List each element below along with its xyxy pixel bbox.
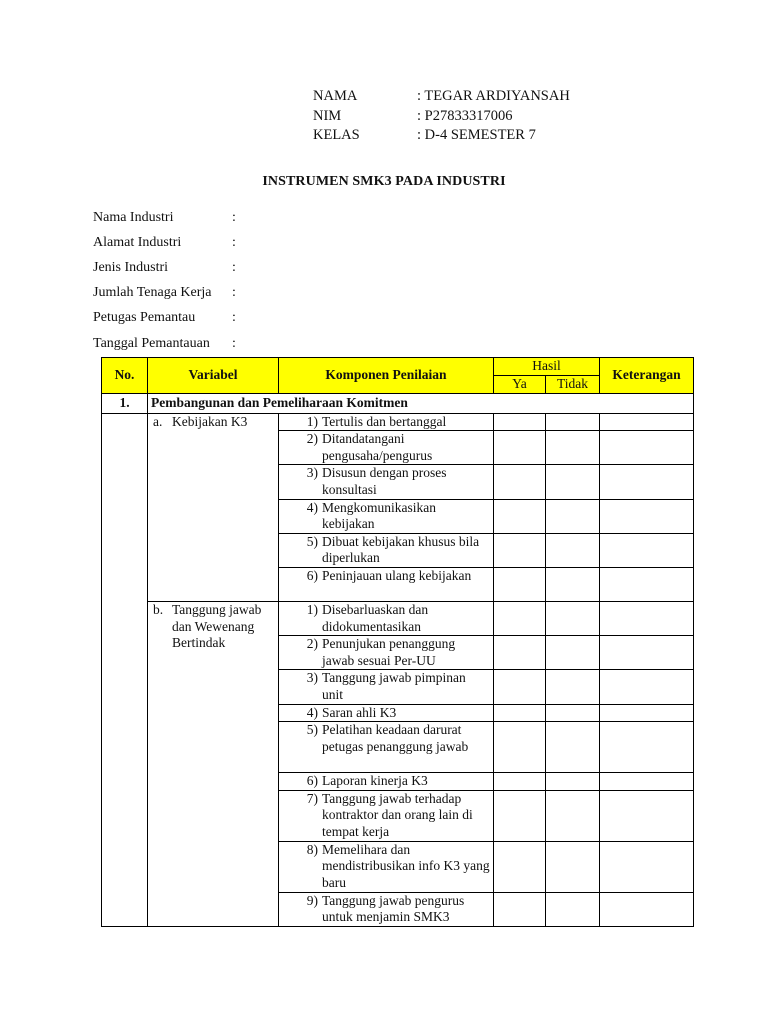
variabel-label: Tanggung jawab dan Wewenang Bertindak bbox=[172, 601, 262, 651]
tidak-cell[interactable] bbox=[546, 841, 600, 892]
nama-value: : TEGAR ARDIYANSAH bbox=[417, 88, 570, 104]
info-row bbox=[93, 230, 236, 255]
info-row bbox=[93, 306, 236, 331]
ya-cell[interactable] bbox=[494, 601, 546, 635]
info-sep: : bbox=[232, 259, 236, 275]
komponen-text: Ditandatangani pengusaha/pengurus bbox=[322, 431, 433, 463]
info-label: Petugas Pemantau bbox=[93, 310, 196, 326]
keterangan-cell[interactable] bbox=[600, 413, 694, 431]
komponen-text: Memelihara dan mendistribusikan info K3 yang baru bbox=[322, 841, 490, 890]
komponen-item bbox=[282, 722, 490, 755]
komponen-text: Peninjauan ulang kebijakan bbox=[322, 567, 472, 583]
header-komponen: Komponen Penilaian bbox=[279, 358, 494, 394]
ya-cell[interactable] bbox=[494, 636, 546, 670]
komponen-number: 4) bbox=[306, 499, 318, 515]
info-sep: : bbox=[232, 285, 236, 301]
info-label: Jenis Industri bbox=[93, 259, 169, 275]
header-hasil: Hasil bbox=[494, 358, 600, 376]
kelas-value: : D-4 SEMESTER 7 bbox=[417, 127, 536, 143]
komponen-text: Tanggung jawab pengurus untuk menjamin SMK3 bbox=[322, 892, 465, 925]
komponen-cell bbox=[279, 670, 494, 704]
header-ya: Ya bbox=[494, 376, 546, 394]
ya-cell[interactable] bbox=[494, 841, 546, 892]
komponen-text: Disebarluaskan dan didokumentasikan bbox=[322, 601, 429, 634]
komponen-text: Saran ahli K3 bbox=[322, 704, 397, 720]
no-cell-empty bbox=[102, 413, 148, 926]
industry-info bbox=[93, 205, 236, 356]
ya-cell[interactable] bbox=[494, 704, 546, 722]
komponen-number: 3) bbox=[306, 465, 318, 481]
komponen-cell bbox=[279, 533, 494, 567]
komponen-cell bbox=[279, 465, 494, 499]
tidak-cell[interactable] bbox=[546, 670, 600, 704]
tidak-cell[interactable] bbox=[546, 790, 600, 841]
nama-row bbox=[313, 87, 570, 107]
komponen-cell bbox=[279, 413, 494, 431]
komponen-number: 2) bbox=[306, 636, 318, 652]
ya-cell[interactable] bbox=[494, 722, 546, 773]
komponen-number: 1) bbox=[306, 601, 318, 617]
komponen-item bbox=[282, 500, 490, 533]
info-row bbox=[93, 205, 236, 230]
keterangan-cell[interactable] bbox=[600, 892, 694, 926]
header-variabel: Variabel bbox=[148, 358, 279, 394]
keterangan-cell[interactable] bbox=[600, 533, 694, 567]
komponen-cell bbox=[279, 567, 494, 601]
variabel-label: Kebijakan K3 bbox=[172, 413, 248, 429]
ya-cell[interactable] bbox=[494, 413, 546, 431]
komponen-number: 7) bbox=[306, 790, 318, 806]
tidak-cell[interactable] bbox=[546, 601, 600, 635]
komponen-cell bbox=[279, 790, 494, 841]
ya-cell[interactable] bbox=[494, 670, 546, 704]
tidak-cell[interactable] bbox=[546, 636, 600, 670]
komponen-number: 9) bbox=[306, 892, 318, 908]
tidak-cell[interactable] bbox=[546, 892, 600, 926]
ya-cell[interactable] bbox=[494, 465, 546, 499]
komponen-text: Laporan kinerja K3 bbox=[322, 773, 428, 789]
komponen-number: 5) bbox=[306, 533, 318, 549]
assessment-table bbox=[101, 357, 694, 927]
komponen-item bbox=[282, 568, 490, 585]
komponen-text: Mengkomunikasikan kebijakan bbox=[322, 499, 436, 532]
keterangan-cell[interactable] bbox=[600, 465, 694, 499]
komponen-item bbox=[282, 670, 490, 703]
info-sep: : bbox=[232, 335, 236, 351]
keterangan-cell[interactable] bbox=[600, 670, 694, 704]
section-row bbox=[102, 393, 694, 413]
komponen-number: 1) bbox=[306, 413, 318, 429]
keterangan-cell[interactable] bbox=[600, 773, 694, 791]
komponen-item bbox=[282, 842, 490, 892]
info-label: Jumlah Tenaga Kerja bbox=[93, 285, 212, 301]
komponen-text: Tertulis dan bertanggal bbox=[322, 413, 447, 429]
nama-label: NAMA bbox=[313, 88, 358, 104]
komponen-cell bbox=[279, 773, 494, 791]
kelas-row bbox=[313, 126, 570, 146]
nim-row bbox=[313, 107, 570, 127]
variabel-item bbox=[153, 414, 275, 431]
info-sep: : bbox=[232, 209, 236, 225]
komponen-text: Dibuat kebijakan khusus bila diperlukan bbox=[322, 533, 480, 566]
tidak-cell[interactable] bbox=[546, 413, 600, 431]
tidak-cell[interactable] bbox=[546, 465, 600, 499]
komponen-text: Tanggung jawab terhadap kontraktor dan orang lain di tempat kerja bbox=[322, 790, 473, 839]
keterangan-cell[interactable] bbox=[600, 704, 694, 722]
keterangan-cell[interactable] bbox=[600, 601, 694, 635]
variabel-cell bbox=[148, 413, 279, 601]
komponen-number: 3) bbox=[306, 670, 318, 686]
kelas-label: KELAS bbox=[313, 127, 360, 143]
komponen-number: 5) bbox=[306, 722, 318, 738]
info-label: Alamat Industri bbox=[93, 234, 182, 250]
variabel-letter: b. bbox=[153, 601, 164, 617]
ya-cell[interactable] bbox=[494, 533, 546, 567]
komponen-number: 4) bbox=[306, 704, 318, 720]
tidak-cell[interactable] bbox=[546, 704, 600, 722]
tidak-cell[interactable] bbox=[546, 567, 600, 601]
komponen-text: Pelatihan keadaan darurat petugas penanggung jawab bbox=[322, 722, 469, 754]
komponen-cell bbox=[279, 499, 494, 533]
info-row bbox=[93, 331, 236, 356]
nim-value: : P27833317006 bbox=[417, 107, 513, 124]
document-title: INSTRUMEN SMK3 PADA INDUSTRI bbox=[262, 174, 506, 189]
komponen-cell bbox=[279, 892, 494, 926]
komponen-text: Tanggung jawab pimpinan unit bbox=[322, 670, 466, 702]
ya-cell[interactable] bbox=[494, 892, 546, 926]
keterangan-cell[interactable] bbox=[600, 722, 694, 773]
keterangan-cell[interactable] bbox=[600, 567, 694, 601]
komponen-item bbox=[282, 773, 490, 790]
student-header bbox=[313, 87, 570, 146]
variabel-letter: a. bbox=[153, 413, 163, 429]
ya-cell[interactable] bbox=[494, 499, 546, 533]
tidak-cell[interactable] bbox=[546, 499, 600, 533]
variabel-item bbox=[153, 602, 275, 652]
komponen-item bbox=[282, 534, 490, 567]
komponen-item bbox=[282, 636, 490, 669]
variabel-cell bbox=[148, 601, 279, 926]
komponen-cell bbox=[279, 601, 494, 635]
komponen-item bbox=[282, 705, 490, 722]
table-row bbox=[102, 601, 694, 635]
tidak-cell[interactable] bbox=[546, 722, 600, 773]
table-row bbox=[102, 413, 694, 431]
info-sep: : bbox=[232, 310, 236, 326]
komponen-cell bbox=[279, 636, 494, 670]
keterangan-cell[interactable] bbox=[600, 790, 694, 841]
info-row bbox=[93, 281, 236, 306]
ya-cell[interactable] bbox=[494, 567, 546, 601]
info-sep: : bbox=[232, 234, 236, 250]
komponen-item bbox=[282, 465, 490, 498]
komponen-number: 6) bbox=[306, 773, 318, 789]
komponen-text: Penunjukan penanggung jawab sesuai Per-UU bbox=[322, 636, 456, 668]
komponen-number: 6) bbox=[306, 567, 318, 583]
keterangan-cell[interactable] bbox=[600, 499, 694, 533]
table-header-row bbox=[102, 358, 694, 376]
tidak-cell[interactable] bbox=[546, 431, 600, 465]
ya-cell[interactable] bbox=[494, 790, 546, 841]
komponen-item bbox=[282, 431, 490, 464]
section-number: 1. bbox=[102, 393, 148, 413]
tidak-cell[interactable] bbox=[546, 773, 600, 791]
keterangan-cell[interactable] bbox=[600, 636, 694, 670]
ya-cell[interactable] bbox=[494, 773, 546, 791]
komponen-text: Disusun dengan proses konsultasi bbox=[322, 465, 447, 497]
komponen-cell bbox=[279, 722, 494, 773]
komponen-cell bbox=[279, 431, 494, 465]
komponen-item bbox=[282, 414, 490, 431]
komponen-cell bbox=[279, 841, 494, 892]
info-label: Tanggal Pemantauan bbox=[93, 335, 210, 351]
keterangan-cell[interactable] bbox=[600, 841, 694, 892]
komponen-item bbox=[282, 893, 490, 926]
komponen-cell bbox=[279, 704, 494, 722]
komponen-item bbox=[282, 791, 490, 841]
ya-cell[interactable] bbox=[494, 431, 546, 465]
header-no: No. bbox=[102, 358, 148, 394]
nim-label: NIM bbox=[313, 107, 342, 124]
keterangan-cell[interactable] bbox=[600, 431, 694, 465]
komponen-item bbox=[282, 602, 490, 635]
komponen-number: 2) bbox=[306, 431, 318, 447]
info-label: Nama Industri bbox=[93, 209, 174, 225]
tidak-cell[interactable] bbox=[546, 533, 600, 567]
header-tidak: Tidak bbox=[546, 376, 600, 394]
header-keterangan: Keterangan bbox=[600, 358, 694, 394]
section-title: Pembangunan dan Pemeliharaan Komitmen bbox=[148, 393, 694, 413]
info-row bbox=[93, 255, 236, 280]
komponen-number: 8) bbox=[306, 841, 318, 857]
